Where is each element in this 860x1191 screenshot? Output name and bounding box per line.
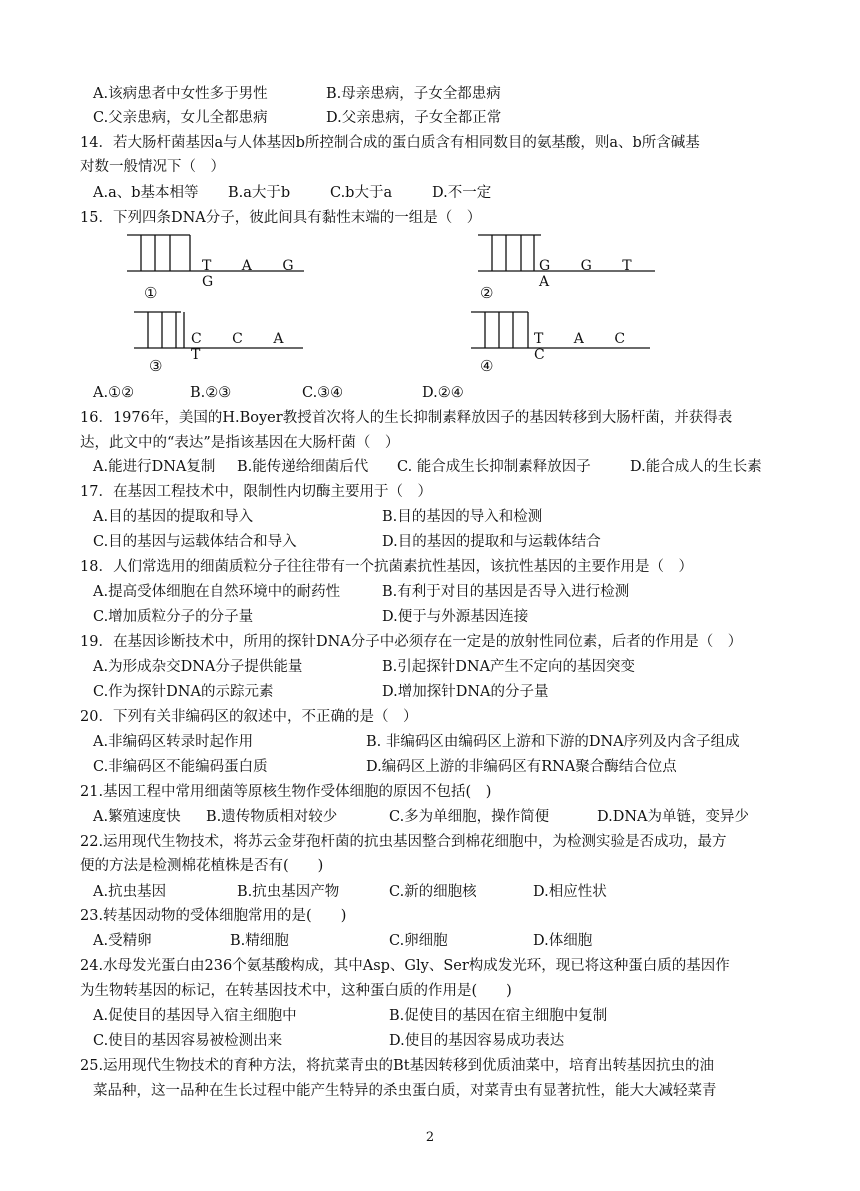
q14-option-d: D.不一定: [432, 185, 492, 201]
dna-4-sequence: T A C C: [534, 331, 639, 363]
q16-stem-line2: 达，此文中的“表达”是指该基因在大肠杆菌（ ）: [80, 435, 400, 451]
q20-option-b: B. 非编码区由编码区上游和下游的DNA序列及内含子组成: [366, 734, 740, 750]
q22-stem-line2: 便的方法是检测棉花植株是否有( ): [80, 858, 324, 874]
q18-option-d: D.便于与外源基因连接: [382, 609, 529, 625]
page-number: 2: [425, 1130, 435, 1145]
q19-stem: 19．在基因诊断技术中，所用的探针DNA分子中必须存在一定是的放射性同位素，后者的作用是（ ）: [80, 634, 743, 650]
q14-option-b: B.a大于b: [228, 185, 291, 201]
q19-option-c: C.作为探针DNA的示踪元素: [93, 684, 274, 700]
q15-option-c: C.③④: [302, 385, 344, 401]
q13-option-d: D.父亲患病，子女全都正常: [326, 110, 502, 126]
q19-option-d: D.增加探针DNA的分子量: [382, 684, 549, 700]
q24-stem-line1: 24.水母发光蛋白由236个氨基酸构成，其中Asp、Gly、Ser构成发光环，现已将这种蛋白质的基因作: [80, 958, 730, 974]
q17-option-d: D.目的基因的提取和与运载体结合: [382, 534, 601, 550]
q21-stem: 21.基因工程中常用细菌等原核生物作受体细胞的原因不包括( ): [80, 784, 492, 800]
q15-option-d: D.②④: [422, 385, 464, 401]
q23-stem: 23.转基因动物的受体细胞常用的是( ): [80, 908, 347, 924]
q24-stem-line2: 为生物转基因的标记，在转基因技术中，这种蛋白质的作用是( ): [80, 983, 512, 999]
dna-2-label: ②: [480, 284, 494, 302]
dna-2-sequence: G G T A: [539, 258, 645, 290]
q20-stem: 20．下列有关非编码区的叙述中，不正确的是（ ）: [80, 709, 418, 725]
q16-option-a: A.能进行DNA复制: [93, 459, 216, 475]
dna-fragment-4: [468, 309, 658, 369]
dna-1-label: ①: [144, 284, 158, 302]
q14-option-a: A.a、b基本相等: [93, 185, 199, 201]
q14-stem-line2: 对数一般情况下（ ）: [80, 159, 225, 175]
q25-line1: 25.运用现代生物技术的育种方法，将抗菜青虫的Bt基因转移到优质油菜中，培育出转基因抗虫的油: [80, 1058, 715, 1074]
q24-option-b: B.促使目的基因在宿主细胞中复制: [389, 1008, 608, 1024]
q17-option-c: C.目的基因与运载体结合和导入: [93, 534, 297, 550]
q20-option-c: C.非编码区不能编码蛋白质: [93, 759, 268, 775]
q13-option-b: B.母亲患病，子女全都患病: [326, 86, 501, 102]
q22-option-d: D.相应性状: [533, 884, 607, 900]
q22-option-a: A.抗虫基因: [93, 884, 167, 900]
q23-option-b: B.精细胞: [230, 933, 289, 949]
q24-option-a: A.促使目的基因导入宿主细胞中: [93, 1008, 297, 1024]
q20-option-d: D.编码区上游的非编码区有RNA聚合酶结合位点: [366, 759, 677, 775]
q17-option-b: B.目的基因的导入和检测: [382, 509, 543, 525]
q24-option-d: D.使目的基因容易成功表达: [389, 1033, 565, 1049]
q23-option-d: D.体细胞: [533, 933, 593, 949]
q16-stem-line1: 16．1976年，美国的H.Boyer教授首次将人的生长抑制素释放因子的基因转移到大肠杆菌，并获得表: [80, 410, 733, 426]
q13-option-a: A.该病患者中女性多于男性: [93, 86, 268, 102]
q19-option-a: A.为形成杂交DNA分子提供能量: [93, 659, 303, 675]
q23-option-c: C.卵细胞: [389, 933, 448, 949]
dna-1-sequence: T A G G: [202, 258, 307, 290]
q17-stem: 17．在基因工程技术中，限制性内切酶主要用于（ ）: [80, 484, 432, 500]
dna-fragment-1: [124, 232, 314, 292]
dna-3-sequence: C C A T: [191, 331, 297, 363]
q17-option-a: A.目的基因的提取和导入: [93, 509, 254, 525]
q20-option-a: A.非编码区转录时起作用: [93, 734, 254, 750]
dna-3-label: ③: [149, 357, 163, 375]
dna-fragment-2: [475, 232, 665, 292]
dna-4-label: ④: [480, 357, 494, 375]
q24-option-c: C.使目的基因容易被检测出来: [93, 1033, 283, 1049]
q18-option-b: B.有利于对目的基因是否导入进行检测: [382, 584, 630, 600]
q15-option-a: A.①②: [93, 385, 135, 401]
q13-option-c: C.父亲患病，女儿全都患病: [93, 110, 268, 126]
q14-stem-line1: 14．若大肠杆菌基因a与人体基因b所控制合成的蛋白质含有相同数目的氨基酸，则a、b所含碱基: [80, 135, 700, 151]
q15-stem: 15．下列四条DNA分子，彼此间具有黏性末端的一组是（ ）: [80, 210, 482, 226]
q15-option-b: B.②③: [190, 385, 232, 401]
q25-line2: 菜品种，这一品种在生长过程中能产生特异的杀虫蛋白质，对菜青虫有显著抗性，能大大减轻菜青: [93, 1083, 717, 1099]
q23-option-a: A.受精卵: [93, 933, 152, 949]
q21-option-d: D.DNA为单链，变异少: [597, 809, 750, 825]
q16-option-d: D.能合成人的生长素: [630, 459, 762, 475]
q16-option-c: C. 能合成生长抑制素释放因子: [397, 459, 591, 475]
q18-option-a: A.提高受体细胞在自然环境中的耐药性: [93, 584, 341, 600]
q21-option-b: B.遗传物质相对较少: [206, 809, 338, 825]
q21-option-c: C.多为单细胞，操作简便: [389, 809, 550, 825]
q16-option-b: B.能传递给细菌后代: [237, 459, 369, 475]
q22-option-b: B.抗虫基因产物: [237, 884, 340, 900]
q22-option-c: C.新的细胞核: [389, 884, 477, 900]
q19-option-b: B.引起探针DNA产生不定向的基因突变: [382, 659, 636, 675]
q18-stem: 18．人们常选用的细菌质粒分子往往带有一个抗菌素抗性基因，该抗性基因的主要作用是（ ）: [80, 559, 693, 575]
q14-option-c: C.b大于a: [330, 185, 393, 201]
q21-option-a: A.繁殖速度快: [93, 809, 181, 825]
q22-stem-line1: 22.运用现代生物技术，将苏云金芽孢杆菌的抗虫基因整合到棉花细胞中，为检测实验是否成功，最方: [80, 834, 727, 850]
q18-option-c: C.增加质粒分子的分子量: [93, 609, 254, 625]
